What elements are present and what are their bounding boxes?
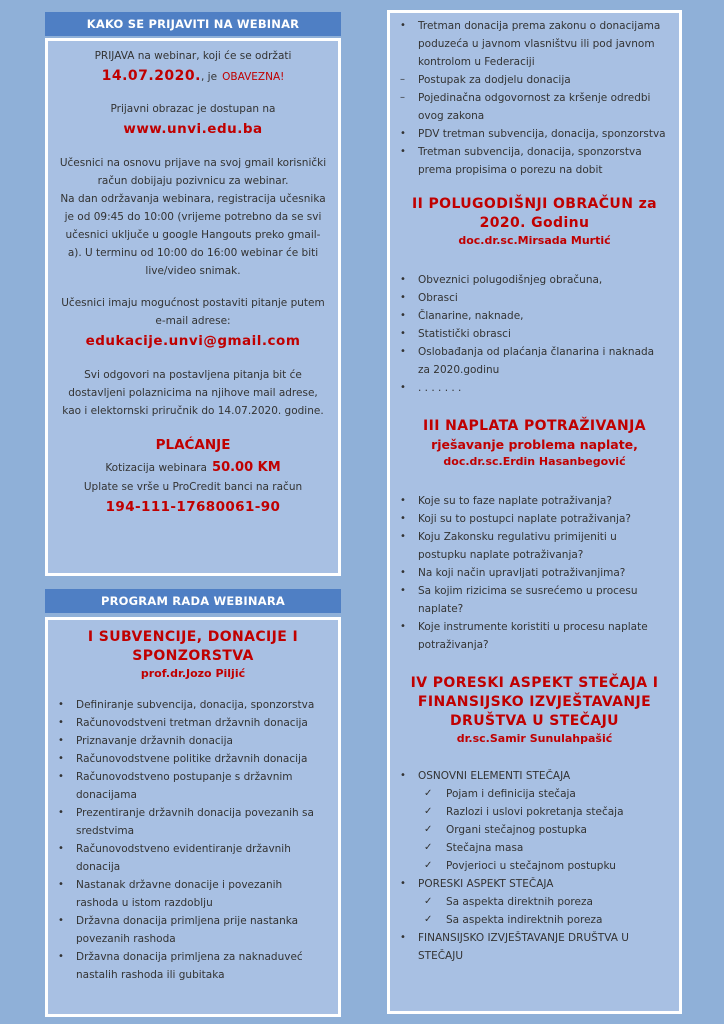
list-item-text: potraživanja? [418, 639, 489, 651]
checkmark-icon: ✓ [424, 806, 433, 817]
list-item-text: poduzeća u javnom vlasništvu ili pod javnom [418, 38, 655, 50]
registration-header-text: KAKO SE PRIJAVITI NA WEBINAR [86, 17, 300, 31]
list-item-text: Priznavanje državnih donacija [76, 735, 233, 747]
list-item [390, 125, 679, 143]
list-item-text: Na koji način upravljati potraživanjima? [418, 567, 626, 579]
list-item [390, 379, 679, 397]
bullet-icon: • [400, 382, 406, 393]
bullet-icon: • [400, 328, 406, 339]
section-1-title: SPONZORSTVA [132, 648, 254, 664]
list-item-text: Organi stečajnog postupka [446, 824, 587, 836]
section-3-lecturer: doc.dr.sc.Erdin Hasanbegović [443, 455, 626, 468]
website-link[interactable]: www.unvi.edu.ba [123, 121, 263, 137]
list-item-text: donacijama [76, 789, 137, 801]
list-item [390, 343, 679, 379]
bullet-icon: • [400, 292, 406, 303]
list-item-text: prema propisima o porezu na dobit [418, 164, 603, 176]
list-item [390, 564, 679, 582]
list-item [48, 912, 338, 948]
section-2-list [390, 271, 679, 397]
list-item [48, 840, 338, 876]
list-item-text: PORESKI ASPEKT STEČAJA [418, 878, 554, 890]
bullet-icon: • [400, 878, 406, 889]
list-item [48, 768, 338, 804]
list-item-text: donacija [76, 861, 121, 873]
list-item-text: Pojam i definicija stečaja [446, 788, 576, 800]
list-item [390, 528, 679, 564]
list-item [390, 911, 679, 929]
bullet-icon: • [400, 621, 406, 632]
program-header-text: PROGRAM RADA WEBINARA [101, 594, 285, 608]
section-3-title: III NAPLATA POTRAŽIVANJA [423, 418, 646, 434]
list-item-text: Obveznici polugodišnjeg obračuna, [418, 274, 603, 286]
list-item-text: PDV tretman subvencija, donacija, sponzorstva [418, 128, 666, 140]
bullet-icon: • [400, 20, 406, 31]
list-item-text: Pojedinačna odgovornost za kršenje odredbi [418, 92, 651, 104]
list-item [390, 857, 679, 875]
bullet-icon: • [58, 951, 64, 962]
answers-line: kao i elektornski priručnik do 14.07.2020. godine. [62, 405, 324, 417]
bullet-icon: • [400, 585, 406, 596]
list-item [390, 492, 679, 510]
list-item-text: OSNOVNI ELEMENTI STEČAJA [418, 770, 571, 782]
list-item-text: za 2020.godinu [418, 364, 500, 376]
list-item-text: Postupak za dodjelu donacija [418, 74, 571, 86]
section-4-title: DRUŠTVA U STEČAJU [450, 713, 619, 729]
list-item [48, 696, 338, 714]
bullet-icon: • [58, 771, 64, 782]
list-item-text: Statistički obrasci [418, 328, 511, 340]
fee-label: Kotizacija webinara [105, 462, 207, 474]
webinar-date: 14.07.2020. [101, 68, 201, 84]
list-item-text: . . . . . . . [418, 382, 462, 394]
bullet-icon: • [400, 128, 406, 139]
bullet-icon: • [58, 717, 64, 728]
registration-header [45, 12, 341, 36]
info-line: učesnici uključe u google Hangouts preko gmail- [65, 229, 321, 241]
list-item [48, 732, 338, 750]
list-item-text: sredstvima [76, 825, 135, 837]
checkmark-icon: ✓ [424, 788, 433, 799]
list-item-text: kontrolom u Federaciji [418, 56, 535, 68]
list-item-text: Prezentiranje državnih donacija povezanih sa [76, 807, 314, 819]
form-availability-text: Prijavni obrazac je dostupan na [110, 103, 276, 115]
list-item-text: Državna donacija primljena prije nastanka [76, 915, 299, 927]
list-item-text: rashoda u istom razdoblju [76, 897, 213, 909]
section-2-title: II POLUGODIŠNJI OBRAČUN za [412, 196, 657, 212]
checkmark-icon: ✓ [424, 842, 433, 853]
list-item-text: Članarine, naknade, [418, 310, 524, 322]
list-item-text: Tretman donacija prema zakonu o donacijama [418, 20, 661, 32]
contact-email[interactable]: edukacije.unvi@gmail.com [85, 333, 301, 349]
answers-line: Svi odgovori na postavljena pitanja bit će [84, 369, 302, 381]
bullet-icon: • [400, 495, 406, 506]
bullet-icon: • [400, 310, 406, 321]
question-line: Učesnici imaju mogućnost postaviti pitanje putem [61, 297, 325, 309]
list-item-text: postupku naplate potraživanja? [418, 549, 584, 561]
list-item-text: Sa kojim rizicima se susrećemo u procesu [418, 585, 638, 597]
list-item-text: Tretman subvencija, donacija, sponzorstva [418, 146, 642, 158]
dash-bullet-icon: – [400, 74, 405, 85]
list-item [390, 143, 679, 179]
program-continued-panel [387, 10, 682, 1014]
list-item-text: Nastanak državne donacije i povezanih [76, 879, 283, 891]
bullet-icon: • [58, 915, 64, 926]
section-2-title: 2020. Godinu [479, 215, 590, 231]
list-item-text: STEČAJU [418, 950, 464, 962]
section-3-list [390, 492, 679, 654]
list-item [48, 876, 338, 912]
list-item-text: Sa aspekta indirektnih poreza [446, 914, 603, 926]
list-item [390, 17, 679, 71]
list-item-text: Oslobađanja od plaćanja članarina i naknada [418, 346, 655, 358]
list-item [390, 71, 679, 89]
checkmark-icon: ✓ [424, 896, 433, 907]
bullet-icon: • [400, 274, 406, 285]
checkmark-icon: ✓ [424, 914, 433, 925]
checkmark-icon: ✓ [424, 860, 433, 871]
info-line: je od 09:45 do 10:00 (vrijeme potrebno da se svi [64, 211, 322, 223]
list-item-text: Računovodstveno evidentiranje državnih [76, 843, 291, 855]
list-item-text: Definiranje subvencija, donacija, sponzorstva [76, 699, 315, 711]
list-item [48, 750, 338, 768]
list-item [48, 948, 338, 984]
list-item-text: Koju Zakonsku regulativu primijeniti u [418, 531, 617, 543]
section-4-title: FINANSIJSKO IZVJEŠTAVANJE [417, 694, 652, 710]
donation-topics-list [390, 17, 679, 179]
list-item [390, 618, 679, 654]
bullet-icon: • [400, 146, 406, 157]
program-header [45, 589, 341, 613]
list-item [390, 307, 679, 325]
list-item [390, 89, 679, 125]
answers-line: dostavljeni polaznicima na njihove mail adrese, [68, 387, 318, 399]
list-item [390, 893, 679, 911]
bullet-icon: • [58, 753, 64, 764]
bullet-icon: • [400, 513, 406, 524]
list-item-text: Koje instrumente koristiti u procesu naplate [418, 621, 648, 633]
info-line: račun dobijaju pozivnicu za webinar. [97, 175, 289, 187]
bullet-icon: • [400, 531, 406, 542]
mandatory-label: OBAVEZNA! [222, 71, 285, 83]
list-item [390, 510, 679, 528]
section-4-list [390, 767, 679, 965]
dash-bullet-icon: – [400, 92, 405, 103]
section-1-title: I SUBVENCIJE, DONACIJE I [87, 629, 299, 645]
list-item-text: Koje su to faze naplate potraživanja? [418, 495, 612, 507]
list-item-text: Povjerioci u stečajnom postupku [446, 860, 616, 872]
fee-amount: 50.00 KM [212, 460, 281, 475]
list-item-text: Računovodstveni tretman državnih donacija [76, 717, 308, 729]
bullet-icon: • [400, 567, 406, 578]
bullet-icon: • [400, 932, 406, 943]
list-item [390, 767, 679, 785]
list-item-text: Razlozi i uslovi pokretanja stečaja [446, 806, 624, 818]
bank-account: 194-111-17680061-90 [105, 499, 281, 515]
list-item-text: Državna donacija primljena za naknaduveć [76, 951, 303, 963]
registration-intro: PRIJAVA na webinar, koji će se održati [94, 50, 292, 62]
list-item [390, 289, 679, 307]
list-item [390, 803, 679, 821]
info-line: Na dan održavanja webinara, registracija učesnika [60, 193, 326, 205]
info-line: a). U terminu od 10:00 do 16:00 webinar će biti [67, 247, 319, 259]
list-item-text: Koji su to postupci naplate potraživanja? [418, 513, 631, 525]
section-3-subtitle: rješavanje problema naplate, [431, 437, 638, 452]
info-line: live/video snimak. [145, 265, 241, 277]
bank-text: Uplate se vrše u ProCredit banci na račun [83, 481, 303, 493]
list-item-text: Obrasci [418, 292, 458, 304]
bullet-icon: • [400, 770, 406, 781]
list-item [390, 785, 679, 803]
list-item [390, 821, 679, 839]
list-item [48, 804, 338, 840]
bullet-icon: • [58, 735, 64, 746]
section-1-list [48, 696, 338, 984]
list-item [390, 325, 679, 343]
list-item [390, 929, 679, 965]
checkmark-icon: ✓ [424, 824, 433, 835]
section-4-title: IV PORESKI ASPEKT STEČAJA I [410, 675, 659, 691]
question-line: e-mail adrese: [155, 315, 231, 327]
list-item [48, 714, 338, 732]
list-item-text: Računovodstvene politike državnih donacija [76, 753, 308, 765]
list-item-text: FINANSIJSKO IZVJEŠTAVANJE DRUŠTVA U [418, 932, 629, 944]
section-4-lecturer: dr.sc.Samir Sunulahpašić [456, 732, 613, 745]
list-item [390, 582, 679, 618]
list-item-text: ovog zakona [418, 110, 485, 122]
bullet-icon: • [58, 879, 64, 890]
bullet-icon: • [58, 699, 64, 710]
webinar-info [48, 154, 338, 280]
list-item-text: Računovodstveno postupanje s državnim [76, 771, 293, 783]
list-item-text: naplate? [418, 603, 464, 615]
list-item [390, 839, 679, 857]
payment-heading: PLAĆANJE [155, 437, 231, 453]
bullet-icon: • [400, 346, 406, 357]
section-1-lecturer: prof.dr.Jozo Piljić [140, 667, 246, 680]
section-2-lecturer: doc.dr.sc.Mirsada Murtić [458, 234, 611, 247]
registration-panel [45, 38, 341, 576]
list-item [390, 875, 679, 893]
bullet-icon: • [58, 807, 64, 818]
date-suffix: , je [200, 71, 218, 83]
list-item-text: Sa aspekta direktnih poreza [446, 896, 593, 908]
list-item-text: Stečajna masa [446, 842, 524, 854]
bullet-icon: • [58, 843, 64, 854]
list-item-text: nastalih rashoda ili gubitaka [76, 969, 225, 981]
program-panel [45, 617, 341, 1017]
info-line: Učesnici na osnovu prijave na svoj gmail korisnički [59, 157, 327, 169]
list-item-text: povezanih rashoda [76, 933, 176, 945]
list-item [390, 271, 679, 289]
